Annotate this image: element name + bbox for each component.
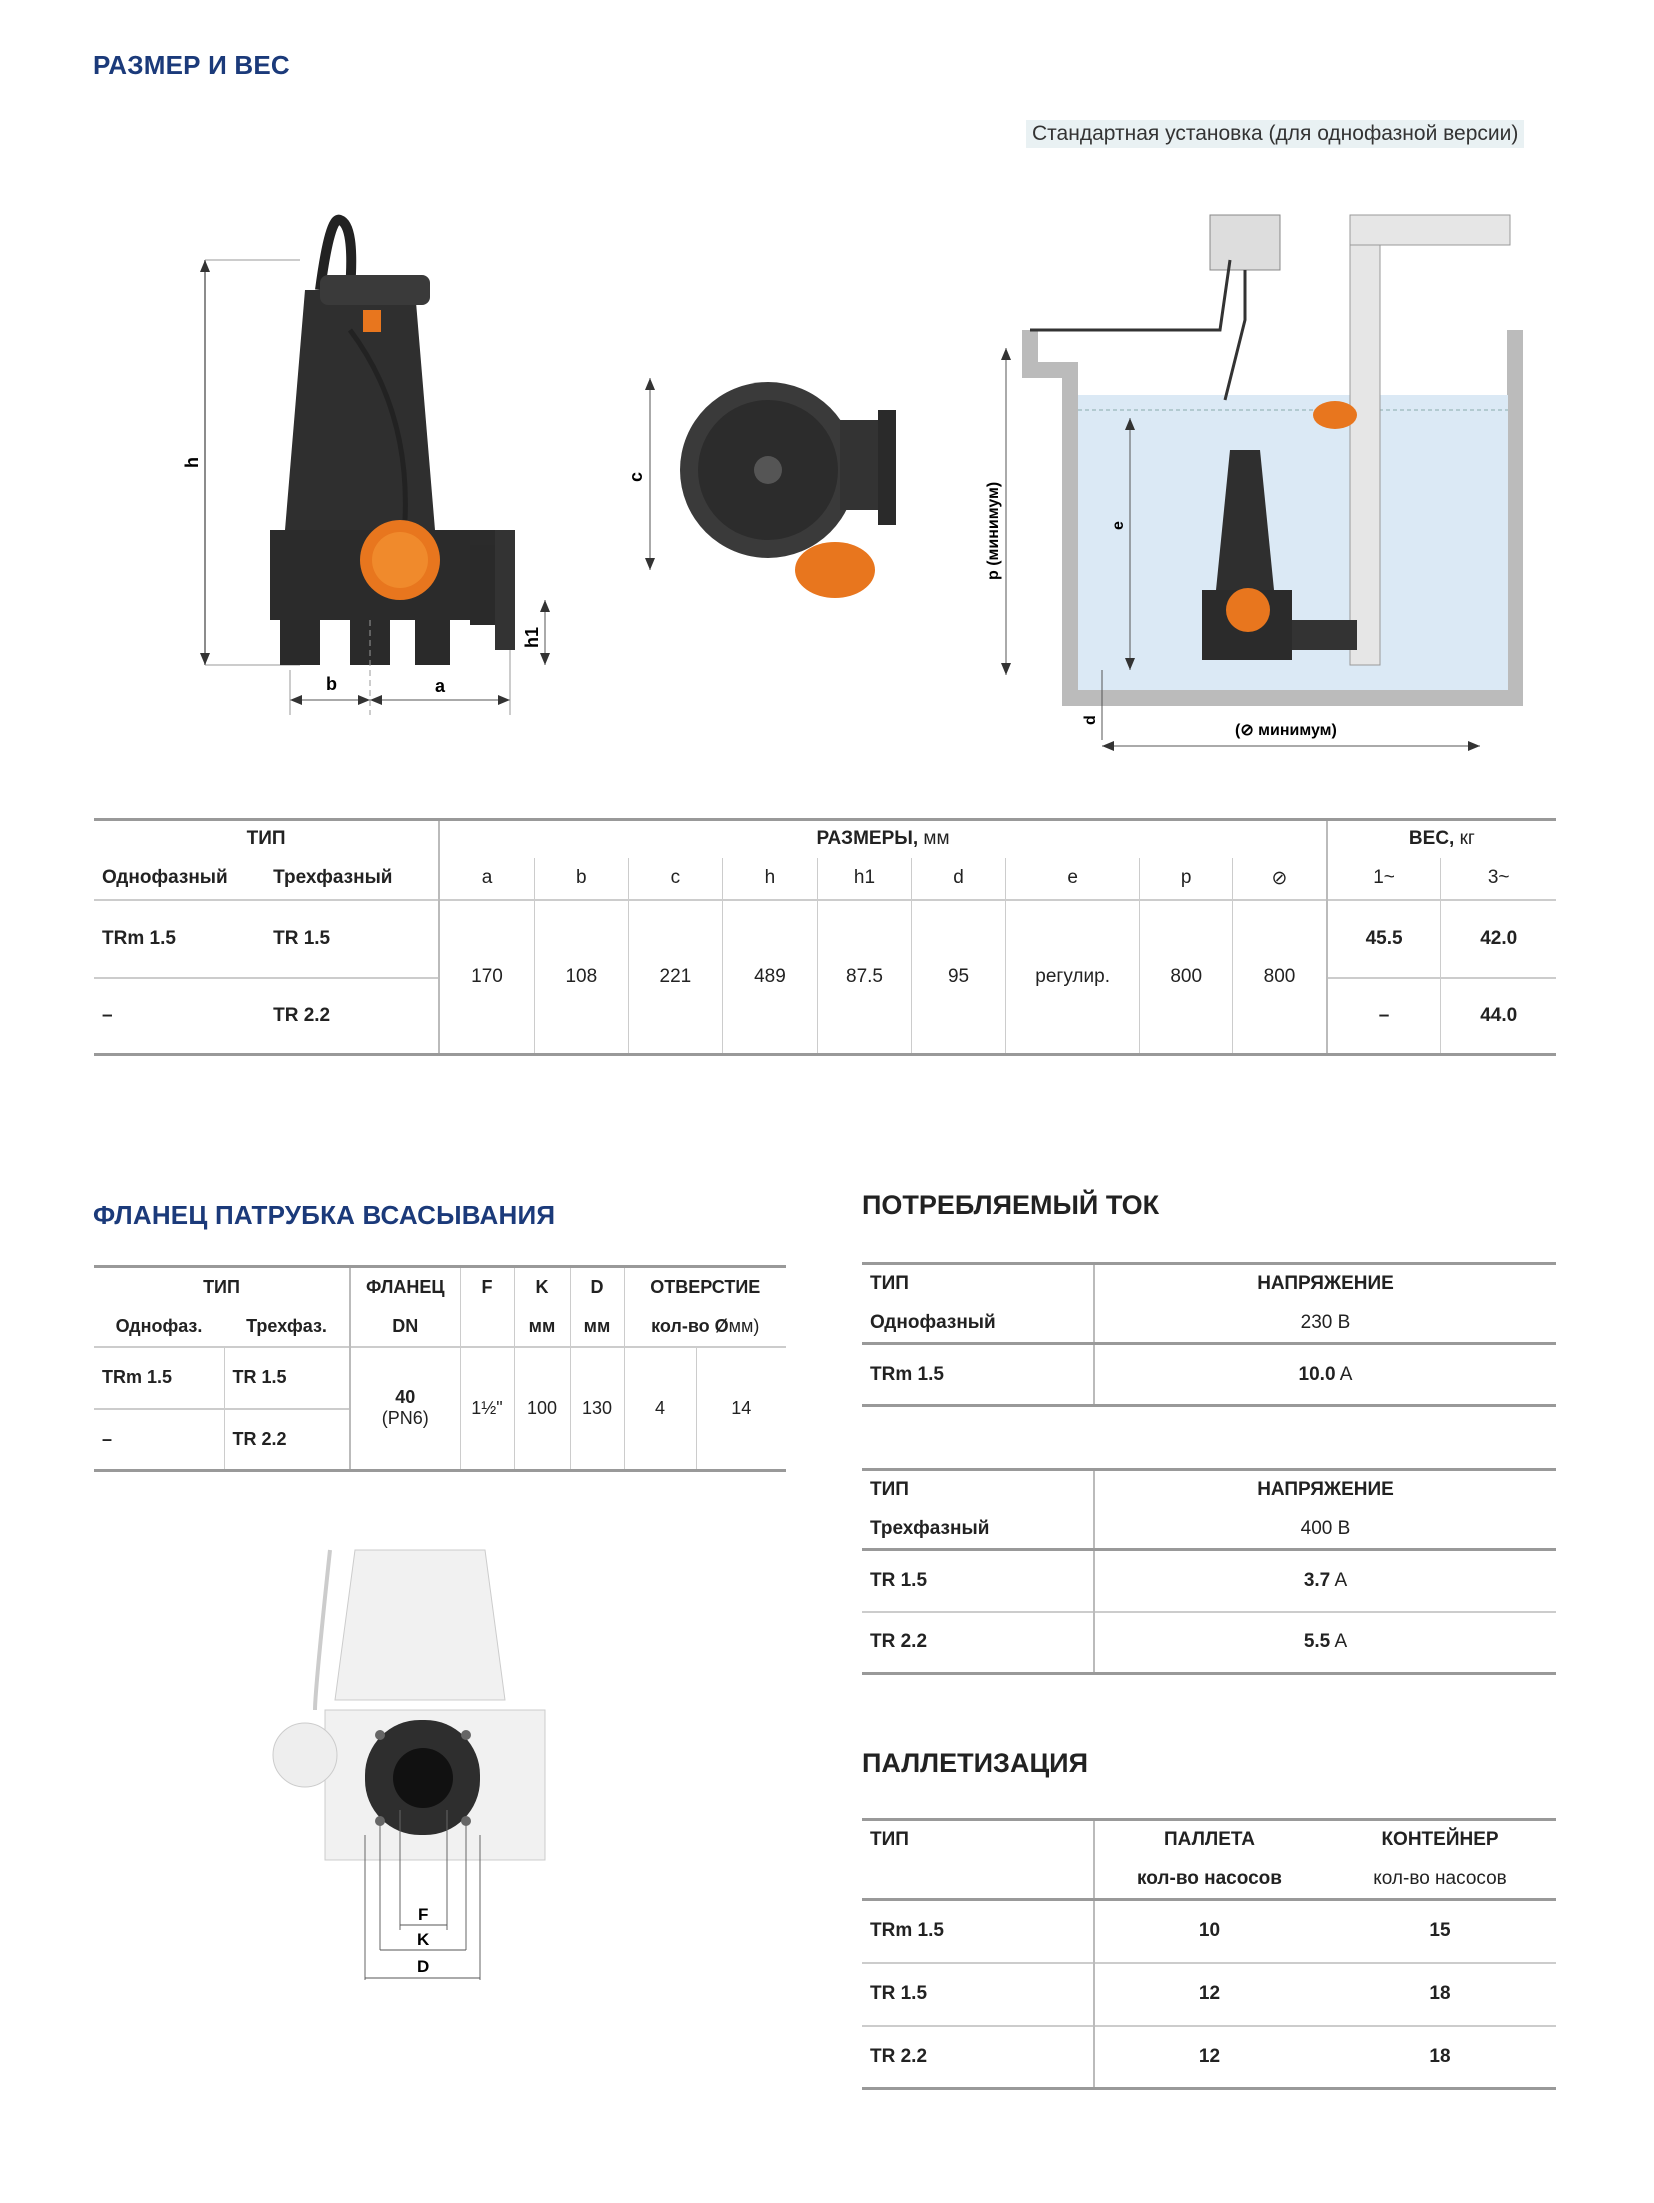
col-a: a <box>439 858 534 900</box>
dim-p: p (минимум) <box>985 481 1002 580</box>
th-weight: ВЕС, кг <box>1327 820 1556 858</box>
dim-c: c <box>626 471 646 482</box>
dim-a: a <box>435 676 446 696</box>
current-single-table: ТИП НАПРЯЖЕНИЕ Однофазный 230 В TRm 1.5 10.0 A <box>862 1262 1556 1407</box>
pallet-title: ПАЛЛЕТИЗАЦИЯ <box>862 1748 1088 1778</box>
th-dims: РАЗМЕРЫ, мм <box>439 820 1327 858</box>
install-note: Стандартная установка (для однофазной версии) <box>1026 120 1524 148</box>
current-three-table: ТИП НАПРЯЖЕНИЕ Трехфазный 400 В TR 1.5 3.7 A TR 2.2 5.5 A <box>862 1468 1556 1675</box>
installation-drawing <box>980 200 1580 760</box>
flange-table: ТИП ФЛАНЕЦ F K D ОТВЕРСТИЕ Однофаз. Трехфаз. DN мм мм кол-во Øмм) TRm 1.5 TR 1.5 40 (PN6) 1½" 100 130 4 14 – TR 2.2 <box>94 1265 786 1472</box>
current-title: ПОТРЕБЛЯЕМЫЙ ТОК <box>862 1190 1160 1220</box>
size-weight-table <box>94 818 1556 1056</box>
th-single-phase: Однофазный <box>102 867 228 888</box>
dim-f: F <box>418 1905 429 1924</box>
table-row: TR 1.5 12 18 <box>862 1963 1556 2026</box>
col-h: h <box>722 858 817 900</box>
table-row: TRm 1.5 10.0 A <box>862 1344 1556 1406</box>
table-row: TRm 1.5 TR 1.5 40 (PN6) 1½" 100 130 4 14 <box>94 1347 786 1409</box>
table-row: TRm 1.5 10 15 <box>862 1900 1556 1963</box>
size-title: РАЗМЕР И ВЕС <box>93 50 290 80</box>
th-type: ТИП <box>246 828 286 850</box>
col-w1: 1~ <box>1327 858 1441 900</box>
flange-drawing <box>255 1540 575 2000</box>
table-row: – TR 2.2 <box>94 1409 786 1471</box>
col-p: p <box>1140 858 1233 900</box>
pump-front-drawing <box>180 200 580 740</box>
col-e: e <box>1006 858 1140 900</box>
dim-D: D <box>417 1957 430 1976</box>
dim-h1: h1 <box>522 626 542 648</box>
pump-top-drawing <box>620 360 920 620</box>
col-b: b <box>534 858 628 900</box>
dim-h: h <box>182 457 202 468</box>
th-three-phase: Трехфазный <box>273 867 393 888</box>
dim-b: b <box>326 674 337 694</box>
dim-e: e <box>1110 521 1127 530</box>
table-row: – TR 2.2 – 44.0 <box>94 978 1556 1055</box>
col-c: c <box>628 858 722 900</box>
dim-d: d <box>1082 715 1099 725</box>
pallet-table: ТИП ПАЛЛЕТА КОНТЕЙНЕР кол-во насосов кол-во насосов TRm 1.5 10 15 TR 1.5 12 18 TR 2.2 12 18 <box>862 1818 1556 2090</box>
table-row: TRm 1.5 TR 1.5 170 108 221 489 87.5 95 регулир. 800 800 45.5 42.0 <box>94 900 1556 978</box>
col-h1: h1 <box>817 858 911 900</box>
col-diam: ⊘ <box>1233 858 1327 900</box>
table-row: TR 1.5 3.7 A <box>862 1550 1556 1612</box>
flange-title: ФЛАНЕЦ ПАТРУБКА ВСАСЫВАНИЯ <box>93 1200 556 1230</box>
dim-k: K <box>417 1930 430 1949</box>
col-d: d <box>912 858 1006 900</box>
table-row: TR 2.2 12 18 <box>862 2026 1556 2089</box>
col-w3: 3~ <box>1441 858 1556 900</box>
dim-min: (⊘ минимум) <box>1235 722 1337 739</box>
table-row: TR 2.2 5.5 A <box>862 1612 1556 1674</box>
